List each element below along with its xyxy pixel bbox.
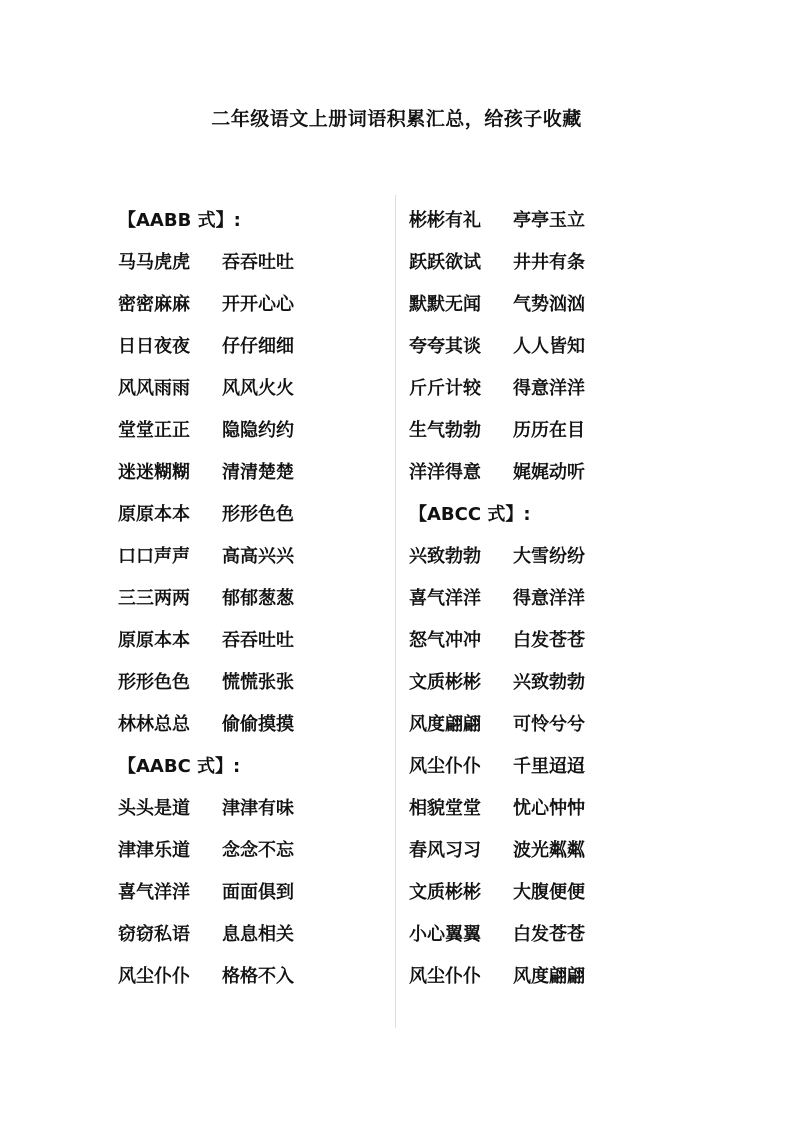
idiom-word: 高高兴兴 (222, 546, 294, 567)
idiom-word: 波光粼粼 (513, 840, 585, 861)
right-column (409, 200, 585, 998)
idiom-word: 隐隐约约 (222, 420, 294, 441)
idiom-word: 夸夸其谈 (409, 336, 481, 357)
idiom-word: 慌慌张张 (222, 672, 294, 693)
idiom-word: 气势汹汹 (513, 294, 585, 315)
word-pair-row (409, 368, 585, 410)
idiom-word: 人人皆知 (513, 336, 585, 357)
idiom-word: 马马虎虎 (118, 252, 190, 273)
word-pair-row (118, 956, 294, 998)
section-heading: 【AABC 式】: (118, 756, 241, 777)
idiom-word: 相貌堂堂 (409, 798, 481, 819)
idiom-word: 风尘仆仆 (118, 966, 190, 987)
word-pair-row (409, 326, 585, 368)
idiom-word: 历历在目 (513, 420, 585, 441)
idiom-word: 白发苍苍 (513, 630, 585, 651)
idiom-word: 仔仔细细 (222, 336, 294, 357)
word-pair-row (118, 620, 294, 662)
word-pair-row (409, 452, 585, 494)
idiom-word: 文质彬彬 (409, 672, 481, 693)
word-pair-row (409, 536, 585, 578)
idiom-word: 得意洋洋 (513, 378, 585, 399)
word-pair-row (409, 914, 585, 956)
word-pair-row (118, 452, 294, 494)
idiom-word: 面面俱到 (222, 882, 294, 903)
word-pair-row (409, 662, 585, 704)
idiom-word: 形形色色 (118, 672, 190, 693)
idiom-word: 格格不入 (222, 966, 294, 987)
idiom-word: 开开心心 (222, 294, 294, 315)
word-pair-row (409, 410, 585, 452)
word-pair-row (118, 578, 294, 620)
section-heading: 【ABCC 式】: (409, 504, 531, 525)
idiom-word: 窃窃私语 (118, 924, 190, 945)
idiom-word: 兴致勃勃 (409, 546, 481, 567)
idiom-word: 小心翼翼 (409, 924, 481, 945)
idiom-word: 林林总总 (118, 714, 190, 735)
idiom-word: 大腹便便 (513, 882, 585, 903)
word-pair-row (409, 746, 585, 788)
word-pair-row (409, 284, 585, 326)
word-pair-row (409, 578, 585, 620)
idiom-word: 风尘仆仆 (409, 756, 481, 777)
column-divider (395, 195, 396, 1028)
word-pair-row (118, 410, 294, 452)
idiom-word: 密密麻麻 (118, 294, 190, 315)
word-pair-row (118, 242, 294, 284)
idiom-word: 默默无闻 (409, 294, 481, 315)
idiom-word: 亭亭玉立 (513, 210, 585, 231)
idiom-word: 春风习习 (409, 840, 481, 861)
word-pair-row (118, 914, 294, 956)
idiom-word: 迷迷糊糊 (118, 462, 190, 483)
idiom-word: 日日夜夜 (118, 336, 190, 357)
idiom-word: 斤斤计较 (409, 378, 481, 399)
word-pair-row (409, 830, 585, 872)
idiom-word: 原原本本 (118, 630, 190, 651)
idiom-word: 白发苍苍 (513, 924, 585, 945)
idiom-word: 原原本本 (118, 504, 190, 525)
idiom-word: 怒气冲冲 (409, 630, 481, 651)
idiom-word: 息息相关 (222, 924, 294, 945)
idiom-word: 娓娓动听 (513, 462, 585, 483)
idiom-word: 喜气洋洋 (409, 588, 481, 609)
word-pair-row (409, 872, 585, 914)
idiom-word: 风度翩翩 (409, 714, 481, 735)
idiom-word: 口口声声 (118, 546, 190, 567)
idiom-word: 千里迢迢 (513, 756, 585, 777)
word-pair-row (409, 620, 585, 662)
idiom-word: 津津乐道 (118, 840, 190, 861)
word-pair-row (118, 536, 294, 578)
word-pair-row (118, 284, 294, 326)
idiom-word: 风风雨雨 (118, 378, 190, 399)
idiom-word: 井井有条 (513, 252, 585, 273)
idiom-word: 得意洋洋 (513, 588, 585, 609)
word-pair-row (118, 494, 294, 536)
section-heading: 【AABB 式】: (118, 210, 241, 231)
idiom-word: 形形色色 (222, 504, 294, 525)
idiom-word: 文质彬彬 (409, 882, 481, 903)
word-pair-row (409, 788, 585, 830)
idiom-word: 生气勃勃 (409, 420, 481, 441)
word-pair-row (118, 788, 294, 830)
word-pair-row (409, 242, 585, 284)
word-pair-row (409, 200, 585, 242)
idiom-word: 彬彬有礼 (409, 210, 481, 231)
idiom-word: 大雪纷纷 (513, 546, 585, 567)
word-pair-row (118, 326, 294, 368)
idiom-word: 跃跃欲试 (409, 252, 481, 273)
idiom-word: 三三两两 (118, 588, 190, 609)
idiom-word: 吞吞吐吐 (222, 630, 294, 651)
idiom-word: 郁郁葱葱 (222, 588, 294, 609)
idiom-word: 风风火火 (222, 378, 294, 399)
idiom-word: 头头是道 (118, 798, 190, 819)
page-title: 二年级语文上册词语积累汇总，给孩子收藏 (211, 108, 582, 130)
idiom-word: 偷偷摸摸 (222, 714, 294, 735)
idiom-word: 津津有味 (222, 798, 294, 819)
idiom-word: 洋洋得意 (409, 462, 481, 483)
idiom-word: 清清楚楚 (222, 462, 294, 483)
word-pair-row (409, 704, 585, 746)
idiom-word: 喜气洋洋 (118, 882, 190, 903)
word-pair-row (118, 368, 294, 410)
word-pair-row (118, 830, 294, 872)
idiom-word: 堂堂正正 (118, 420, 190, 441)
idiom-word: 风尘仆仆 (409, 966, 481, 987)
idiom-word: 吞吞吐吐 (222, 252, 294, 273)
idiom-word: 兴致勃勃 (513, 672, 585, 693)
word-pair-row (118, 704, 294, 746)
idiom-word: 风度翩翩 (513, 966, 585, 987)
idiom-word: 可怜兮兮 (513, 714, 585, 735)
idiom-word: 念念不忘 (222, 840, 294, 861)
idiom-word: 忧心忡忡 (513, 798, 585, 819)
word-pair-row (118, 662, 294, 704)
word-pair-row (409, 956, 585, 998)
left-column (118, 200, 294, 998)
word-pair-row (118, 872, 294, 914)
